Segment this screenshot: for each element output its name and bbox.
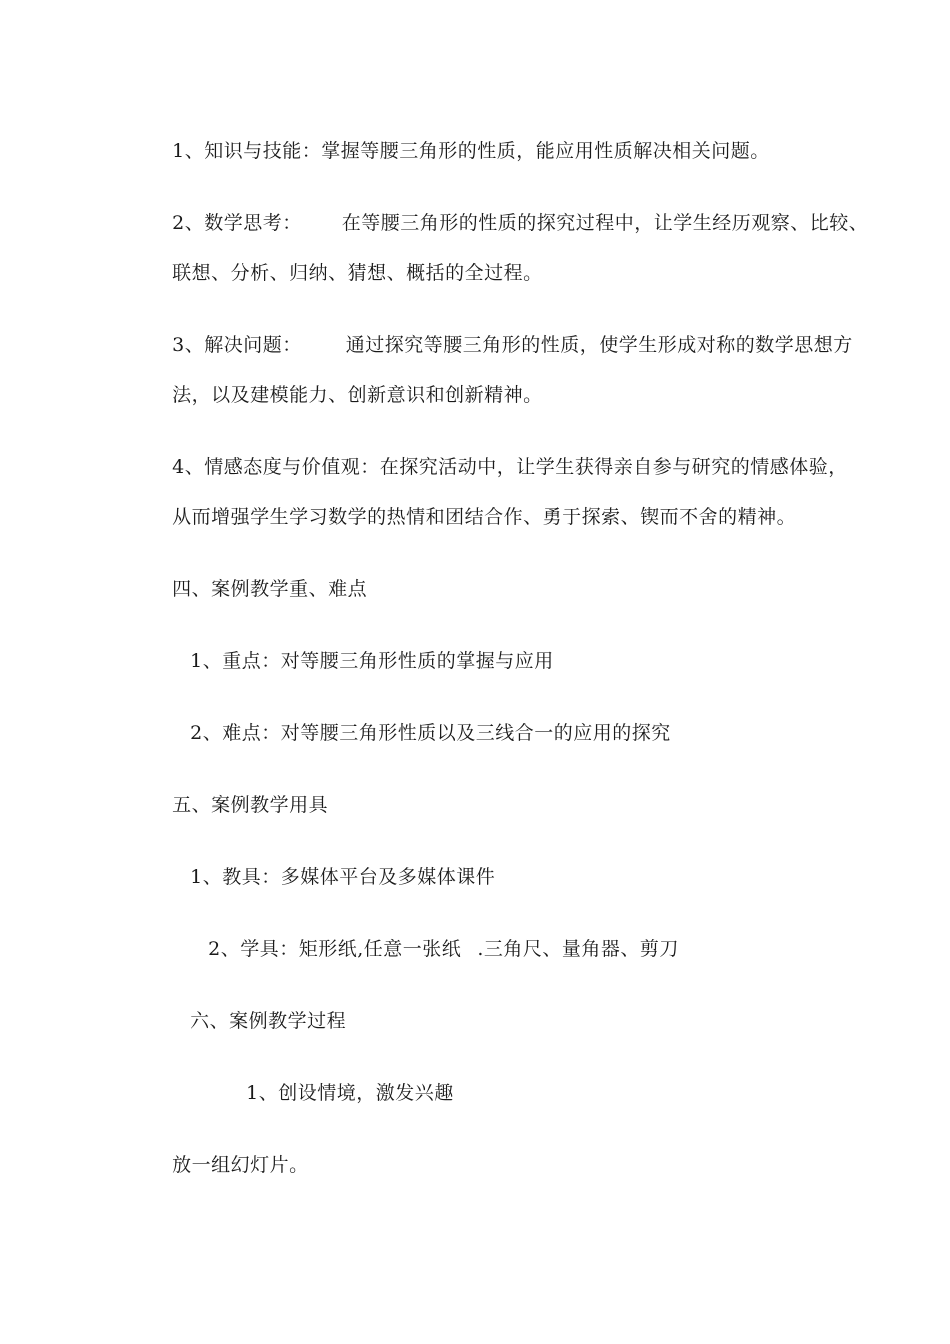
section-5-heading <box>146 766 328 844</box>
key-point-text: 1、重点：对等腰三角形性质的掌握与应用 <box>190 650 554 672</box>
objective-3-text-a: 通过探究等腰三角形的性质，使学生形成对称的数学思想方 <box>345 334 853 356</box>
learning-tools-text-b: .三角尺、量角器、剪刀 <box>477 938 679 960</box>
objective-1-text: 1、知识与技能：掌握等腰三角形的性质，能应用性质解决相关问题。 <box>172 140 770 162</box>
objective-4-line-b <box>146 478 796 556</box>
section-4-heading-text: 四、案例教学重、难点 <box>172 578 368 600</box>
objective-1 <box>146 112 770 190</box>
objective-3-line-b <box>146 356 543 434</box>
section-4-point-1 <box>164 622 554 700</box>
objective-3-label: 3、解决问题： <box>172 334 302 356</box>
section-6-heading <box>164 982 346 1060</box>
teaching-tools-text: 1、教具：多媒体平台及多媒体课件 <box>190 866 496 888</box>
learning-tools-text-a: 2、学具：矩形纸,任意一张纸 <box>208 938 462 960</box>
section-5-heading-text: 五、案例教学用具 <box>172 794 329 816</box>
objective-2-label: 2、数学思考： <box>172 212 302 234</box>
step-1-body-text: 放一组幻灯片。 <box>172 1154 309 1176</box>
section-6-step-1-body <box>146 1126 309 1204</box>
section-5-tool-1 <box>164 838 495 916</box>
objective-4-text-a: 4、情感态度与价值观：在探究活动中，让学生获得亲自参与研究的情感体验， <box>172 456 848 478</box>
difficult-point-text: 2、难点：对等腰三角形性质以及三线合一的应用的探究 <box>190 722 671 744</box>
objective-2-line-b <box>146 234 543 312</box>
section-5-tool-2 <box>182 910 679 988</box>
section-4-point-2 <box>164 694 671 772</box>
objective-3-text-b: 法，以及建模能力、创新意识和创新精神。 <box>172 384 543 406</box>
section-6-heading-text: 六、案例教学过程 <box>190 1010 347 1032</box>
step-1-text: 1、创设情境，激发兴趣 <box>246 1082 454 1104</box>
objective-2-text-a: 在等腰三角形的性质的探究过程中，让学生经历观察、比较、 <box>341 212 869 234</box>
objective-2-text-b: 联想、分析、归纳、猜想、概括的全过程。 <box>172 262 543 284</box>
section-4-heading <box>146 550 367 628</box>
objective-4-text-b: 从而增强学生学习数学的热情和团结合作、勇于探索、锲而不舍的精神。 <box>172 506 797 528</box>
section-6-step-1 <box>220 1054 454 1132</box>
